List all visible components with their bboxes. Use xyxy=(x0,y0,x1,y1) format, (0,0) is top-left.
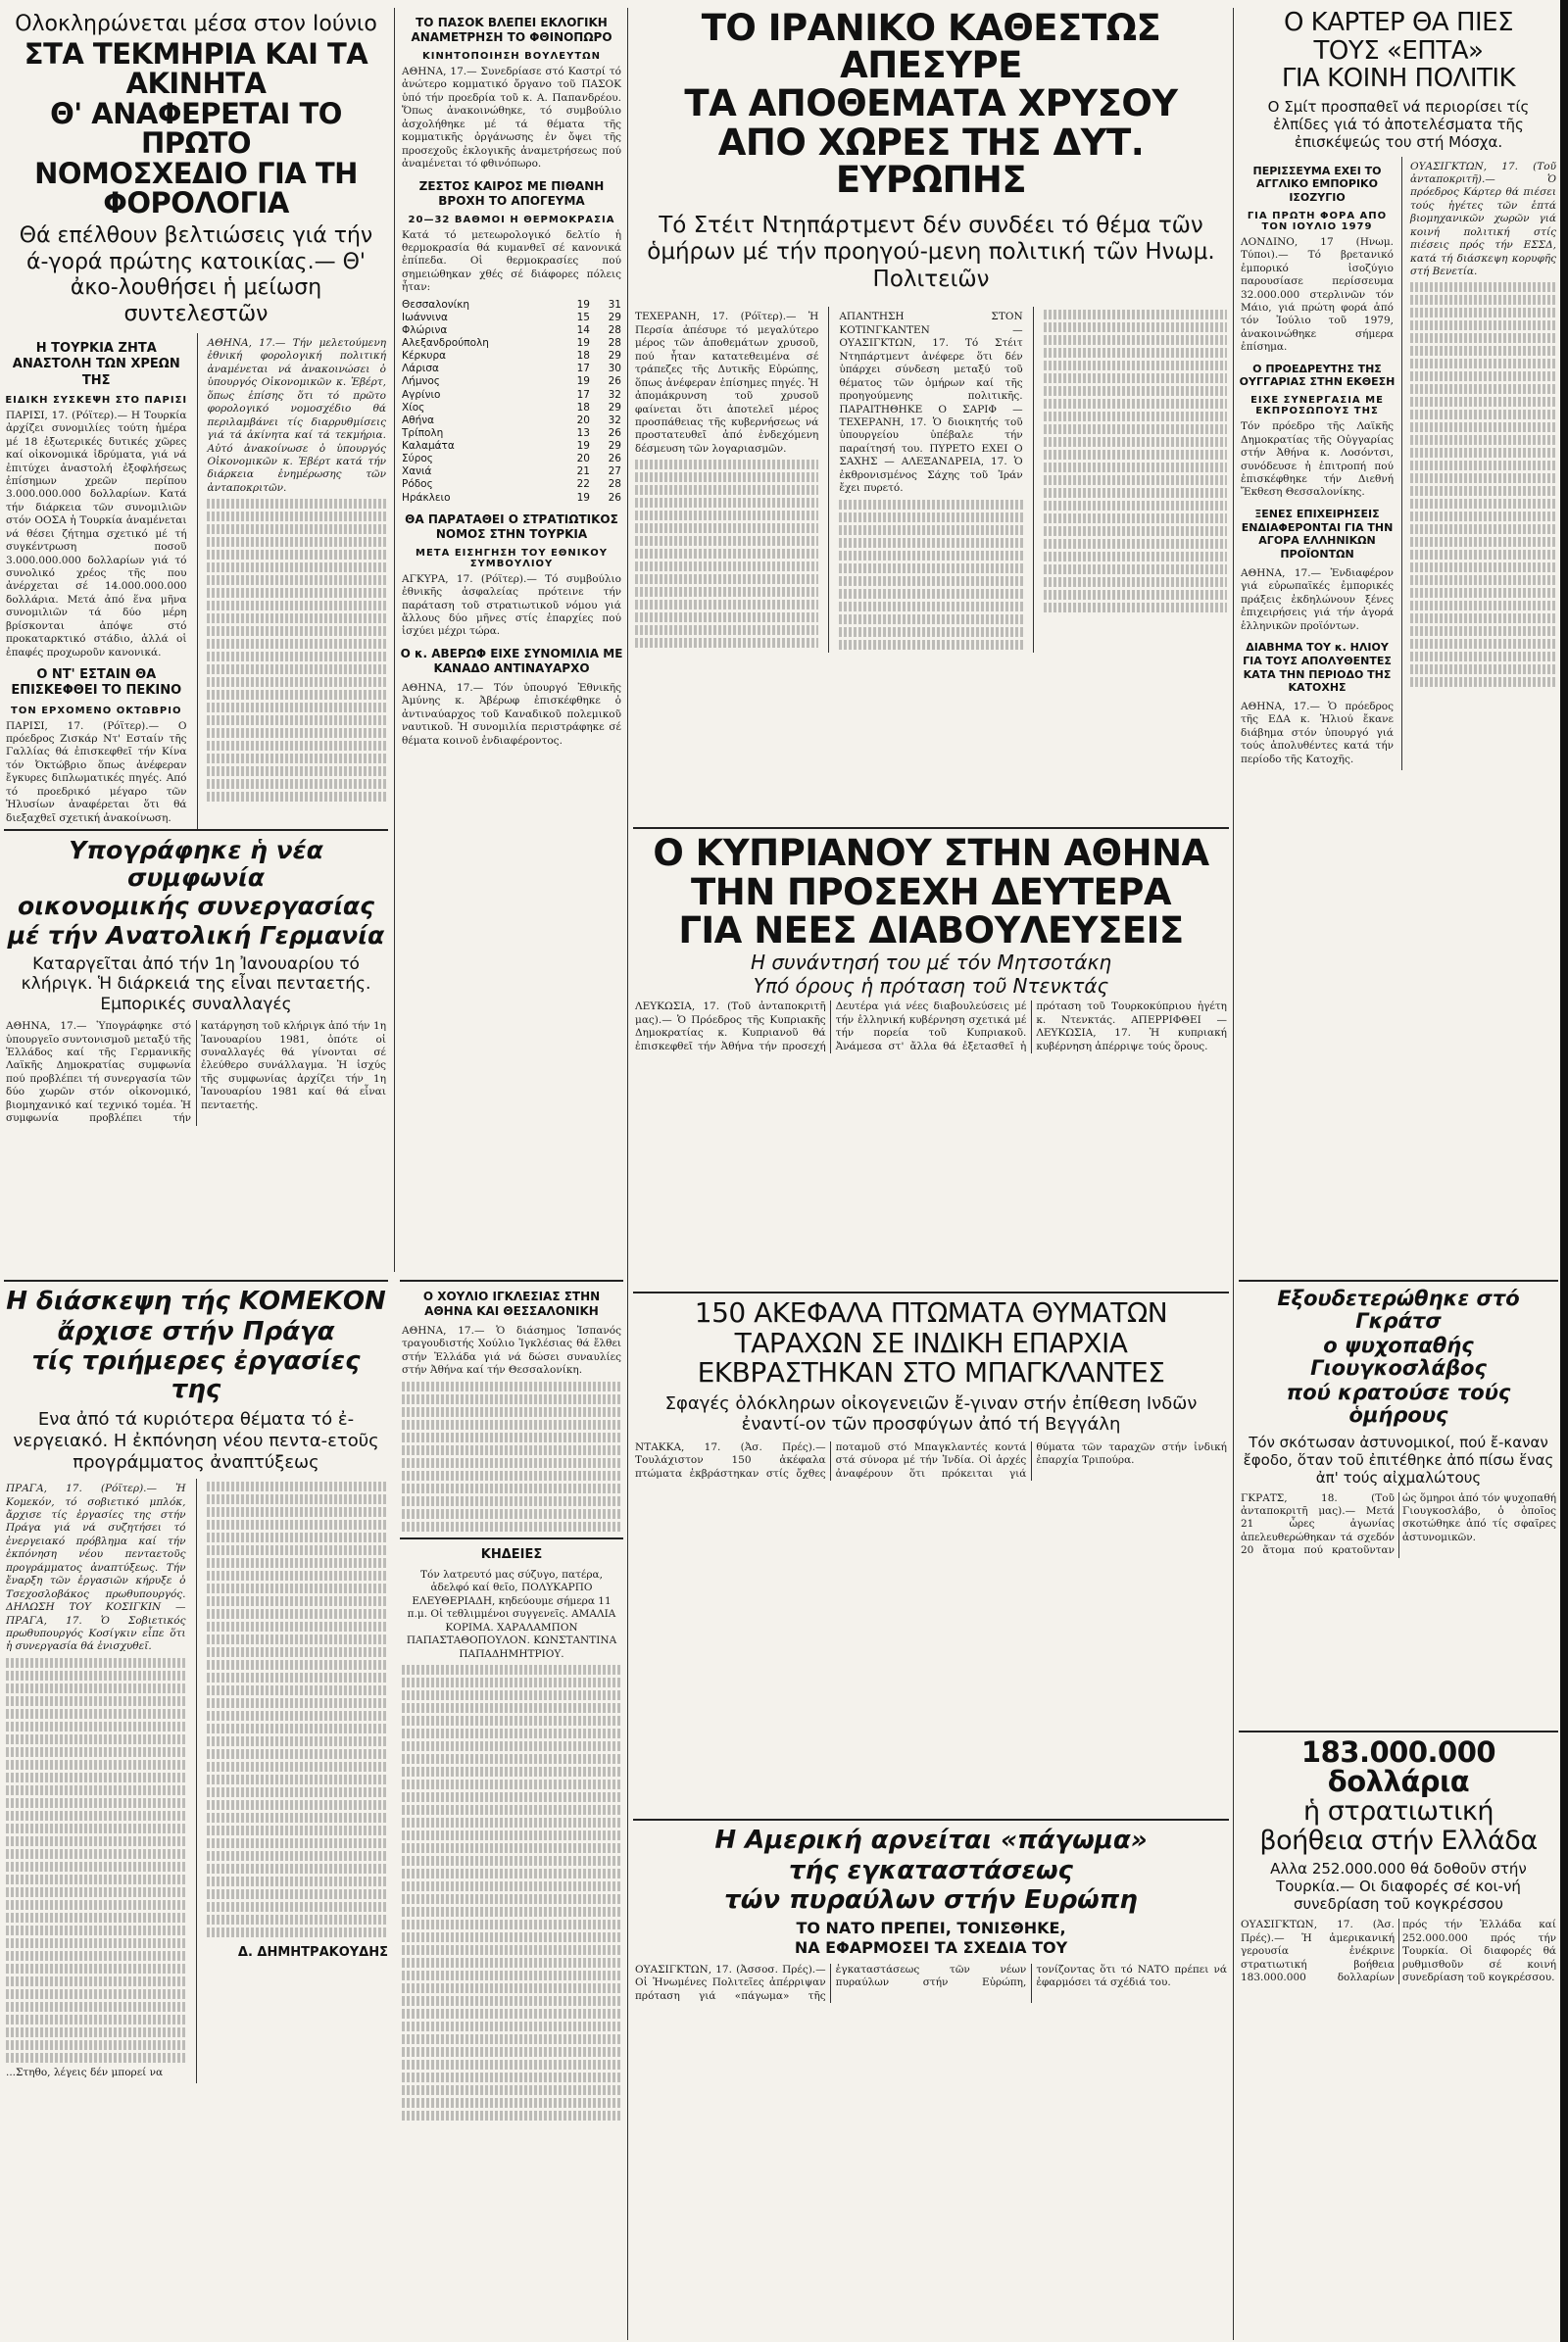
temperature-row xyxy=(400,375,623,388)
temperature-row xyxy=(400,299,623,312)
temperature-city: Φλώρινα xyxy=(402,323,448,336)
tax-headline-2: Θ' ΑΝΑΦΕΡΕΤΑΙ ΤΟ ΠΡΩΤΟ xyxy=(50,97,342,160)
temperature-row xyxy=(400,350,623,363)
temperature-city: Ηράκλειο xyxy=(402,491,451,504)
aid-body: ΟΥΑΣΙΓΚΤΩΝ, 17. (Ἀσ. Πρές).— Ἡ ἀμερικανική γερουσία ἐνέκρινε στρατιωτική βοήθεια 183.000.000 δολλαρίων πρός τήν Ἑλλάδα καί 252.000.000 πρός τήν Τουρκία. Οἱ διαφορές θά ρυθμισθοῦν σέ κοινή συνεδρίαση τοῦ κογκρέσσου. xyxy=(1241,1919,1556,1983)
iran-body: ΤΕΧΕΡΑΝΗ, 17. (Ρόϊτερ).— Ἡ Περσία ἀπέσυρε τό μεγαλύτερο μέρος τῶν ἀποθεμάτων χρυσοῦ, πού ἦταν κατατεθειμένα σέ τράπεζες τῆς Δυτικῆς Εὐρώπης, ὅπως ἀνέφεραν ἐπίσημες πηγές. Ἡ ἀπομάκρυνση τοῦ χρυσοῦ φαίνεται ὅτι ἀποτελεῖ μέρος προσπάθειας τῆς κυβερνήσεως νά προστατευθεῖ ἀπό ἐνδεχόμενη δέσμευση τῶν λογαριασμῶν. xyxy=(635,311,819,455)
pasok-subhead: ΚΙΝΗΤΟΠΟΙΗΣΗ ΒΟΥΛΕΥΤΩΝ xyxy=(421,51,602,62)
turkey-debt-subhead: ΕΙΔΙΚΗ ΣΥΣΚΕΨΗ ΣΤΟ ΠΑΡΙΣΙ xyxy=(5,394,188,406)
temperature-min: 18 xyxy=(576,350,590,363)
tax-kicker: Ολοκληρώνεται μέσα στον Ιούνιο xyxy=(15,12,377,36)
temperature-max: 26 xyxy=(608,426,621,439)
temperature-row xyxy=(400,415,623,427)
column-left xyxy=(4,8,388,831)
temperature-min: 19 xyxy=(576,440,590,453)
destaing-subhead: ΤΟΝ ΕΡΧΟΜΕΝΟ ΟΚΤΩΒΡΙΟ xyxy=(11,705,182,716)
temperature-min: 19 xyxy=(576,298,590,311)
uk-trade-headline: ΠΕΡΙΣΣΕΥΜΑ ΕΧΕΙ ΤΟ ΑΓΓΛΙΚΟ ΕΜΠΟΡΙΚΟ ΙΣΟΖΥΓΙΟ xyxy=(1252,164,1382,205)
military-aid-story xyxy=(1239,1725,1558,2332)
temperature-max: 28 xyxy=(608,337,621,350)
temperature-row xyxy=(400,324,623,337)
comecon-deck: Ενα ἀπό τά κυριότερα θέματα τό ἐ-νεργειακό. Η ἐκπόνηση νέου πεντα-ετοῦς προγράμματος ἀναπτύξεως xyxy=(13,1409,379,1473)
bengal-headline-2: ΤΑΡΑΧΩΝ ΣΕ ΙΝΔΙΚΗ ΕΠΑΡΧΙΑ xyxy=(734,1326,1128,1359)
carter-headline-2: ΤΟΥΣ «ΕΠΤΑ» xyxy=(1313,35,1484,66)
comecon-tail: ...Στηθο, λέγεις δέν μπορεί να xyxy=(6,2066,164,2078)
comecon-headline-1: Η διάσκεψη τής ΚΟΜΕΚΟΝ xyxy=(6,1287,386,1316)
cyprus-deck-2: Υπό όρους ἡ πρόταση τοῦ Ντενκτάς xyxy=(753,974,1109,999)
comecon-headline-2: ἄρχισε στήν Πράγα xyxy=(57,1316,335,1346)
temperature-min: 13 xyxy=(576,426,590,439)
cyprus-body: ΛΕΥΚΩΣΙΑ, 17. (Τοῦ ἀνταποκριτῆ μας).— Ὁ Πρόεδρος τῆς Κυπριακῆς Δημοκρατίας κ. Κυπριανοῦ θά ἐπισκεφθεῖ τήν Ἀθήνα τήν προσεχή Δευτέρα γιά νέες διαβουλεύσεις μέ τήν ἑλληνική κυβέρνηση σχετικά μέ τήν πορεία τοῦ Κυπριακοῦ. Ἀνάμεσα στ' ἄλλα θά ἐξετασθεῖ ἡ πρόταση τοῦ Τουρκοκύπριου ἡγέτη κ. Ντενκτάς. ΑΠΕΡΡΙΦΘΕΙ — ΛΕΥΚΩΣΙΑ, 17. Ἡ κυπριακή κυβέρνηση ἀπέρριψε τούς ὅρους. xyxy=(635,1000,1227,1052)
tax-body: ΑΘΗΝΑ, 17.— Τήν μελετούμενη ἐθνική φορολογική πολιτική ἀναμένεται νά ἀνακοινώσει ὁ ὑπουργός Οἰκονομικῶν κ. Ἐβέρτ, ὅπως ἐπίσης ὅτι τό πρῶτο φορολογικό νομοσχέδιο θά περιλαμβάνει τίς διαρρυθμίσεις γιά τά ἀκίνητα καί τά τεκμήρια. Αὐτό ἀνακοίνωσε ὁ ὑπουργός Οἰκονομικῶν κ. Ἐβέρτ κατά τήν διάρκεια ἐνημέρωσης τῶν ἀνταποκριτῶν. xyxy=(207,337,386,494)
bengal-deck: Σφαγές ὁλόκληρων οἰκογενειῶν ἔ-γιναν στήν ἐπίθεση Ινδῶν ἐναντί-ον τῶν προσφύγων ἀπό τή Βεγγάλη xyxy=(664,1392,1198,1436)
temperature-row xyxy=(400,465,623,478)
temperature-table xyxy=(400,299,623,505)
aid-deck: Αλλα 252.000.000 θά δοθοῦν στήν Τουρκία.— Οι διαφορές σέ κοι-νή συνεδρίαση τοῦ κογκρέσσου xyxy=(1270,1860,1527,1914)
east-germany-deck: Καταργεῖται ἀπό τήν 1η Ἰανουαρίου τό κλήριγκ. Ἡ διάρκειά της εἶναι πενταετής. Εμπορικές συναλλαγές xyxy=(21,954,371,1014)
temperature-row xyxy=(400,427,623,440)
temperature-row xyxy=(400,492,623,505)
uk-trade-subhead: ΓΙΑ ΠΡΩΤΗ ΦΟΡΑ ΑΠΟ ΤΟΝ ΙΟΥΛΙΟ 1979 xyxy=(1247,210,1388,232)
tax-headline-3: ΝΟΜΟΣΧΕΔΙΟ ΓΙΑ ΤΗ ΦΟΡΟΛΟΓΙΑ xyxy=(34,157,358,220)
temperature-min: 21 xyxy=(576,465,590,478)
temperature-max: 31 xyxy=(608,298,621,311)
foreign-firms-body: ΑΘΗΝΑ, 17.— Ἐνδιαφέρον γιά εὐρωπαϊκές ἐμπορικές πράξεις ἐκδηλώνουν ξένες ἐπιχειρήσεις γιά τήν ἀγορά ἑλληνικῶν προϊόντων. xyxy=(1241,566,1394,632)
funeral-notices-headline: ΚΗΔΕΙΕΣ xyxy=(480,1546,543,1562)
temperature-min: 19 xyxy=(576,491,590,504)
page-edge-shadow xyxy=(1560,0,1568,2342)
carter-headline-3: ΓΙΑ ΚΟΙΝΗ ΠΟΛΙΤΙΚ xyxy=(1281,64,1516,94)
temperature-city: Λήμνος xyxy=(402,375,440,388)
temperature-max: 29 xyxy=(608,440,621,453)
temperature-city: Λάρισα xyxy=(402,363,439,375)
iran-deck: Τό Στέιτ Ντηπάρτμεντ δέν συνδέει τό θέμα τῶν ὁμήρων μέ τήν προηγού-μενη πολιτική τῶν Ηνωμ. Πολιτειῶν xyxy=(647,212,1215,292)
temperature-max: 32 xyxy=(608,388,621,401)
bengal-headline-3: ΕΚΒΡΑΣΤΗΚΑΝ ΣΤΟ ΜΠΑΓΚΛΑΝΤΕΣ xyxy=(697,1356,1165,1390)
temperature-max: 32 xyxy=(608,414,621,426)
temperature-city: Κέρκυρα xyxy=(402,350,447,363)
cyprus-headline-1: Ο ΚΥΠΡΙΑΝΟΥ ΣΤΗΝ ΑΘΗΝΑ xyxy=(653,832,1209,874)
temperature-min: 14 xyxy=(576,323,590,336)
temperature-min: 19 xyxy=(576,375,590,388)
comecon-headline-3: τίς τριήμερες ἐργασίες της xyxy=(31,1346,361,1404)
funeral-notices-body: Τόν λατρευτό μας σύζυγο, πατέρα, ἀδελφό καί θεῖο, ΠΟΛΥΚΑΡΠΟ ΕΛΕΥΘΕΡΙΑΔΗ, κηδεύουμε σήμερα 11 π.μ. Οἱ τεθλιμμένοι συγγενεῖς. ΑΜΑΛΙΑ ΚΟΡΙΜΑ. ΧΑΡΑΛΑΜΠΟΝ ΠΑΠΑΣΤΑΘΟΠΟΥΛΟΝ. ΚΩΝΣΤΑΝΤΙΝΑ ΠΑΠΑΔΗΜΗΤΡΙΟΥ. xyxy=(406,1569,617,1660)
nato-subhead-2: ΝΑ ΕΦΑΡΜΟΣΕΙ ΤΑ ΣΧΕΔΙΑ ΤΟΥ xyxy=(794,1937,1068,1957)
carter-deck: Ο Σμίτ προσπαθεῖ νά περιορίσει τίς ἐλπίδες γιά τό ἀποτελέσματα τῆς ἐπισκέψεώς του στή Μόσχα. xyxy=(1267,97,1530,151)
aid-headline-3: βοήθεια στήν Ελλάδα xyxy=(1259,1825,1538,1856)
iran-headline-3: ΑΠΟ ΧΩΡΕΣ ΤΗΣ ΔΥΤ. ΕΥΡΩΠΗΣ xyxy=(717,122,1145,201)
comecon-story xyxy=(4,1274,388,2332)
temperature-city: Χανιά xyxy=(402,465,432,478)
temperature-city: Θεσσαλονίκη xyxy=(402,298,470,311)
aid-headline-2: ἡ στρατιωτική xyxy=(1303,1796,1494,1828)
temperature-row xyxy=(400,363,623,375)
iran-headline-2: ΤΑ ΑΠΟΘΕΜΑΤΑ ΧΡΥΣΟΥ xyxy=(684,82,1178,125)
temperature-min: 20 xyxy=(576,453,590,465)
averof-body: ΑΘΗΝΑ, 17.— Τόν ὑπουργό Ἐθνικῆς Ἀμύνης κ. Ἀβέρωφ ἐπισκέφθηκε ὁ ἀντιναύαρχος τοῦ Καναδικοῦ πολεμικοῦ ναυτικοῦ. Ἡ συνομιλία περιστράφηκε σέ θέματα κοινοῦ ἐνδιαφέροντος. xyxy=(402,681,621,747)
comecon-body: ΠΡΑΓΑ, 17. (Ρόϊτερ).— Ἡ Κομεκόν, τό σοβιετικό μπλόκ, ἄρχισε τίς ἐργασίες της στήν Πράγα γιά νά συζητήσει τό ἐνεργειακό πρόβλημα καί τήν ἐκπόνηση νέου πενταετοῦς προγράμματος ἀναπτύξεως. Τήν ἔναρξη τῶν ἐργασιῶν κήρυξε ὁ Τσεχοσλοβάκος πρωθυπουργός. ΔΗΛΩΣΗ ΤΟΥ ΚΟΣΙΓΚΙΝ — ΠΡΑΓΑ, 17. Ὁ Σοβιετικός πρωθυπουργός Κοσίγκιν εἶπε ὅτι ἡ συνεργασία θά ἐνισχυθεῖ. xyxy=(6,1483,186,1653)
column-second-lower xyxy=(400,1274,623,2332)
uk-trade-body: ΛΟΝΔΙΝΟ, 17 (Ηνωμ. Τύποι).— Τό βρετανικό ἐμπορικό ἰσοζύγιο παρουσίασε περίσσευμα 32.000.000 στερλινῶν τόν Μάιο, γιά πρώτη φορά ἀπό τόν Ἰούλιο τοῦ 1979, ἀνακοινώθηκε σήμερα ἐπίσημα. xyxy=(1241,235,1394,354)
cyprus-headline-2: ΤΗΝ ΠΡΟΣΕΧΗ ΔΕΥΤΕΡΑ xyxy=(691,870,1171,913)
temperature-min: 20 xyxy=(576,414,590,426)
turkey-debt-story xyxy=(4,333,189,829)
graz-story xyxy=(1239,1274,1558,1715)
graz-deck: Τόν σκότωσαν ἀστυνομικοί, πού ἔ-καναν ἔφοδο, ὅταν τοῦ ἐπιτέθηκε ἀπό πίσω ἕνας ἀπ' τούς αἰχμαλώτους xyxy=(1243,1433,1554,1487)
east-germany-headline-3: μέ τήν Ανατολική Γερμανία xyxy=(7,920,385,950)
aid-headline-1: 183.000.000 δολλάρια xyxy=(1300,1735,1496,1798)
graz-headline-3: πού κρατούσε τούς ὁμήρους xyxy=(1286,1381,1511,1428)
temperature-city: Αλεξανδρούπολη xyxy=(402,337,489,350)
temperature-city: Αγρίνιο xyxy=(402,388,441,401)
ilio-headline: ΔΙΑΒΗΜΑ ΤΟΥ κ. ΗΛΙΟΥ ΓΙΑ ΤΟΥΣ ΑΠΟΛΥΘΕΝΤΕΣ ΚΑΤΑ ΤΗΝ ΠΕΡΙΟΔΟ ΤΗΣ ΚΑΤΟΧΗΣ xyxy=(1243,641,1392,695)
temperature-max: 26 xyxy=(608,375,621,388)
nato-subhead-1: ΤΟ ΝΑΤΟ ΠΡΕΠΕΙ, ΤΟΝΙΣΘΗΚΕ, xyxy=(796,1918,1066,1937)
temperature-max: 28 xyxy=(608,478,621,491)
ilio-body: ΑΘΗΝΑ, 17.— Ὁ πρόεδρος τῆς ΕΔΑ κ. Ἠλιού ἔκανε διάβημα στόν ὑπουργό γιά τούς ἀπολυθέντες κατά τήν περίοδο τῆς Κατοχῆς. xyxy=(1241,701,1394,765)
east-germany-headline-1: Υπογράφηκε ἡ νέα συμφωνία xyxy=(69,836,323,892)
averof-headline: Ο κ. ΑΒΕΡΩΦ ΕΙΧΕ ΣΥΝΟΜΙΛΙΑ ΜΕ ΚΑΝΑΔΟ ΑΝΤΙΝΑΥΑΡΧΟ xyxy=(400,646,623,675)
turkey-debt-body: ΠΑΡΙΣΙ, 17. (Ρόϊτερ).— Η Τουρκία ἀρχίζει συνομιλίες τούτη ἡμέρα μέ 18 ἐξωτερικές δυτικές χῶρες καί οἰκονομικά ἱδρύματα, γιά νά ἐπιτύχει ἀναστολή ἐξοφλήσεως ἐπίσημων χρεῶν περίπου 3.000.000.000 δολλαρίων. Κατά τήν διάρκεια τῶν συνομιλιῶν στόν ΟΟΣΑ ἡ Τουρκία ἀναμένεται νά θέσει ζήτημα σχετικό μέ τή συγκέντρωση ποσοῦ 3.000.000.000 δολλαρίων γιά τό συνολικό χρέος τῆς που ἀνέρχεται σέ 14.000.000.000 δολλάρια. Μετά ἀπό ἕνα μῆνα συνομιλιῶν τά δύο μέρη βρίσκονται ἀπόψε στό προκαταρκτικό στάδιο, ἀλλά οἱ ἐπαφές προχωροῦν κανονικά. xyxy=(6,409,187,659)
temperature-row xyxy=(400,389,623,402)
column-center xyxy=(633,8,1229,831)
bengal-story xyxy=(633,1286,1229,1805)
turkey-debt-headline: Η ΤΟΥΡΚΙΑ ΖΗΤΑ ΑΝΑΣΤΟΛΗ ΤΩΝ ΧΡΕΩΝ ΤΗΣ xyxy=(12,341,180,388)
temperature-city: Σύρος xyxy=(402,453,433,465)
temperature-min: 17 xyxy=(576,363,590,375)
nato-headline-2: τής εγκαταστάσεως xyxy=(789,1855,1073,1885)
hungary-headline: Ο ΠΡΟΕΔΡΕΥΤΗΣ ΤΗΣ ΟΥΓΓΑΡΙΑΣ ΣΤΗΝ ΕΚΘΕΣΗ xyxy=(1239,362,1396,389)
bengal-headline-1: 150 ΑΚΕΦΑΛΑ ΠΤΩΜΑΤΑ ΘΥΜΑΤΩΝ xyxy=(694,1296,1168,1329)
temperature-city: Ιωάννινα xyxy=(402,311,448,323)
pasok-body: ΑΘΗΝΑ, 17.— Συνεδρίασε στό Καστρί τό ἀνώτερο κομματικό ὄργανο τοῦ ΠΑΣΟΚ ὑπό τήν προεδρία τοῦ κ. Α. Παπανδρέου. Ὅπως ἀνακοινώθηκε, τό συμβούλιο ἀσχολήθηκε μέ τά θέματα τῆς κομματικῆς ὀργάνωσης ἐν ὄψει τῆς προσεχοῦς ἐκλογικῆς ἀναμετρήσεως πού ἀναμένεται τό φθινόπωρο. xyxy=(402,66,621,171)
graz-body: ΓΚΡΑΤΣ, 18. (Τοῦ ἀνταποκριτῆ μας).— Μετά 21 ὧρες ἀγωνίας ἀπελευθερώθηκαν τά σχεδόν 20 ἄτομα πού κρατοῦνταν ὡς ὅμηροι ἀπό τόν ψυχοπαθή Γιουγκοσλάβο, ὁ ὁποῖος σκοτώθηκε ἀπό τίς σφαῖρες ἀστυνομικῶν. xyxy=(1241,1491,1556,1557)
weather-subhead: 20—32 ΒΑΘΜΟΙ Η ΘΕΡΜΟΚΡΑΣΙΑ xyxy=(408,214,615,225)
temperature-max: 28 xyxy=(608,323,621,336)
nato-story xyxy=(633,1813,1229,2332)
temperature-min: 22 xyxy=(576,478,590,491)
temperature-row xyxy=(400,453,623,465)
temperature-max: 30 xyxy=(608,363,621,375)
graz-headline-2: ο ψυχοπαθής Γιουγκοσλάβος xyxy=(1310,1334,1487,1381)
temperature-city: Χίος xyxy=(402,401,425,414)
carter-body: ΟΥΑΣΙΓΚΤΩΝ, 17. (Τοῦ ἀνταποκριτῆ).— Ὁ πρόεδρος Κάρτερ θά πιέσει τούς ἡγέτες τῶν ἑπτά βιομηχανικῶν χωρῶν γιά κοινή πολιτική στίς πιέσεις πρός τήν ΕΣΣΔ, κατά τή διάσκεψη κορυφῆς στή Βενετία. xyxy=(1410,160,1556,278)
temperature-max: 26 xyxy=(608,453,621,465)
temperature-min: 19 xyxy=(576,337,590,350)
temperature-max: 29 xyxy=(608,311,621,323)
pasok-headline: ΤΟ ΠΑΣΟΚ ΒΛΕΠΕΙ ΕΚΛΟΓΙΚΗ ΑΝΑΜΕΤΡΗΣΗ ΤΟ ΦΘΙΝΟΠΩΡΟ xyxy=(411,16,612,44)
east-germany-body: ΑΘΗΝΑ, 17.— Ὑπογράφηκε στό ὑπουργεῖο συντονισμοῦ μεταξύ τῆς Ἑλλάδος καί τῆς Γερμανικῆς Λαϊκῆς Δημοκρατίας συμφωνία πού προβλέπει τή συνεργασία τῶν δύο χωρῶν στόν οἰκονομικό, βιομηχανικό καί τεχνικό τομέα. Ἡ συμφωνία προβλέπει τήν κατάργηση τοῦ κλήριγκ ἀπό τήν 1η Ἰανουαρίου 1981, ὁπότε οἱ συναλλαγές θά γίνονται σέ ἐλεύθερο συνάλλαγμα. Ἡ ἰσχύς τῆς συμφωνίας ἀρχίζει τήν 1η Ἰανουαρίου 1981 καί θά εἶναι πενταετής. xyxy=(6,1020,386,1125)
temperature-city: Καλαμάτα xyxy=(402,440,455,453)
temperature-city: Αθήνα xyxy=(402,414,435,426)
foreign-firms-headline: ΞΕΝΕΣ ΕΠΙΧΕΙΡΗΣΕΙΣ ΕΝΔΙΑΦΕΡΟΝΤΑΙ ΓΙΑ ΤΗΝ ΑΓΟΡΑ ΕΛΛΗΝΙΚΩΝ ΠΡΟΪΟΝΤΩΝ xyxy=(1241,507,1394,561)
comecon-byline: Δ. ΔΗΜΗΤΡΑΚΟΥΔΗΣ xyxy=(237,1945,388,1961)
hungary-body: Τόν πρόεδρο τῆς Λαϊκῆς Δημοκρατίας τῆς Οὐγγαρίας στήν Ἀθήνα κ. Λοσόντσι, συνόδευσε ἡ ἐπιτροπή πού ἐπισκέφθηκε τήν Διεθνή Ἔκθεση Θεσσαλονίκης. xyxy=(1241,420,1394,499)
temperature-min: 18 xyxy=(576,401,590,414)
east-germany-story xyxy=(4,823,388,1264)
iglesias-body: ΑΘΗΝΑ, 17.— Ὁ διάσημος Ἱσπανός τραγουδιστής Χούλιο Ἰγκλέσιας θά ἔλθει στήν Ἑλλάδα γιά νά δώσει συναυλίες στήν Ἀθήνα καί τήν Θεσσαλονίκη. xyxy=(402,1325,621,1377)
destaing-headline: Ο ΝΤ' ΕΣΤΑΙΝ ΘΑ ΕΠΙΣΚΕΦΘΕΙ ΤΟ ΠΕΚΙΝΟ xyxy=(11,667,182,699)
east-germany-headline-2: οικονομικής συνεργασίας xyxy=(18,892,374,920)
nato-body: ΟΥΑΣΙΓΚΤΩΝ, 17. (Ἀσσοσ. Πρές).— Οἱ Ἡνωμένες Πολιτεῖες ἀπέρριψαν πρόταση γιά «πάγωμα» τῆς ἐγκαταστάσεως τῶν νέων πυραύλων στήν Εὐρώπη, τονίζοντας ὅτι τό ΝΑΤΟ πρέπει νά ἐφαρμόσει τά σχέδιά του. xyxy=(635,1963,1227,2002)
bengal-body: ΝΤΑΚΚΑ, 17. (Ἀσ. Πρές).— Τουλάχιστον 150 ἀκέφαλα πτώματα ἐκβράστηκαν στίς ὄχθες ποταμοῦ στό Μπαγκλαντές κοντά στά σύνορα μέ τήν Ἰνδία. Οἱ ἀρχές ἀναφέρουν ὅτι πρόκειται γιά θύματα τῶν ταραχῶν στήν ἰνδική ἐπαρχία Τριπούρα. xyxy=(635,1440,1227,1480)
temperature-min: 15 xyxy=(576,311,590,323)
temperature-row xyxy=(400,440,623,453)
temperature-city: Ρόδος xyxy=(402,478,433,491)
weather-headline: ΖΕΣΤΟΣ ΚΑΙΡΟΣ ΜΕ ΠΙΘΑΝΗ ΒΡΟΧΗ ΤΟ ΑΠΟΓΕΥΜΑ xyxy=(418,178,605,208)
nato-headline-1: Η Αμερική αρνείται «πάγωμα» xyxy=(714,1826,1148,1855)
graz-headline-1: Εξουδετερώθηκε στό Γκράτσ xyxy=(1277,1287,1520,1334)
temperature-max: 29 xyxy=(608,401,621,414)
carter-headline-1: Ο ΚΑΡΤΕΡ ΘΑ ΠΙΕΣ xyxy=(1283,8,1514,37)
hungary-subhead: ΕΙΧΕ ΣΥΝΕΡΓΑΣΙΑ ΜΕ ΕΚΠΡΟΣΩΠΟΥΣ ΤΗΣ xyxy=(1250,395,1384,417)
iran-headline-1: ΤΟ ΙΡΑΝΙΚΟ ΚΑΘΕΣΤΩΣ ΑΠΕΣΥΡΕ xyxy=(701,8,1161,86)
temperature-max: 29 xyxy=(608,350,621,363)
temperature-row xyxy=(400,337,623,350)
cyprus-headline-3: ΓΙΑ ΝΕΕΣ ΔΙΑΒΟΥΛΕΥΣΕΙΣ xyxy=(678,909,1184,952)
temperature-max: 27 xyxy=(608,465,621,478)
temperature-row xyxy=(400,478,623,491)
tax-headline-1: ΣΤΑ ΤΕΚΜΗΡΙΑ ΚΑΙ ΤΑ ΑΚΙΝΗΤΑ xyxy=(24,37,368,100)
martial-law-headline: ΘΑ ΠΑΡΑΤΑΘΕΙ Ο ΣΤΡΑΤΙΩΤΙΚΟΣ ΝΟΜΟΣ ΣΤΗΝ ΤΟΥΡΚΙΑ xyxy=(405,512,618,541)
weather-body: Κατά τό μετεωρολογικό δελτίο ἡ θερμοκρασία θά κυμανθεῖ σέ κανονικά ἐπίπεδα. Οἱ θερμοκρασίες πού σημειώθηκαν χθές σέ διάφορες πόλεις ἦταν: xyxy=(402,228,621,294)
column-second xyxy=(400,8,623,1272)
temperature-max: 26 xyxy=(608,491,621,504)
martial-law-body: ΑΓΚΥΡΑ, 17. (Ρόϊτερ).— Τό συμβούλιο ἐθνικῆς ἀσφαλείας πρότεινε τήν παράταση τοῦ στρατιωτικοῦ νόμου γιά ἄλλους δύο μῆνες στίς ἐπαρχίες πού ἰσχύει μέχρι τώρα. xyxy=(402,572,621,638)
cyprus-story xyxy=(633,821,1229,1282)
iglesias-headline: Ο ΧΟΥΛΙΟ ΙΓΚΛΕΣΙΑΣ ΣΤΗΝ ΑΘΗΝΑ ΚΑΙ ΘΕΣΣΑΛΟΝΙΚΗ xyxy=(422,1290,601,1318)
column-right xyxy=(1239,8,1558,1282)
temperature-row xyxy=(400,402,623,415)
temperature-row xyxy=(400,312,623,324)
temperature-min: 17 xyxy=(576,388,590,401)
nato-headline-3: τών πυραύλων στήν Ευρώπη xyxy=(724,1885,1138,1916)
tax-deck: Θά επέλθουν βελτιώσεις γιά τήν ά-γορά πρώτης κατοικίας.— Θ' ἀκο-λουθήσει ἡ μείωση συντελεστῶν xyxy=(19,223,373,326)
cyprus-deck-1: Η συνάντησή του μέ τόν Μητσοτάκη xyxy=(750,951,1112,975)
martial-law-subhead: ΜΕΤΑ ΕΙΣΗΓΗΣΗ ΤΟΥ ΕΘΝΙΚΟΥ ΣΥΜΒΟΥΛΙΟΥ xyxy=(416,547,608,569)
temperature-city: Τρίπολη xyxy=(402,426,444,439)
destaing-body: ΠΑΡΙΣΙ, 17. (Ρόϊτερ).— Ο πρόεδρος Ζισκάρ Ντ' Εσταίν τῆς Γαλλίας θά ἐπισκεφθεῖ τήν Κίνα τόν Ὀκτώβριο ὅπως ἀνέφεραν ἔγκυρες διπλωματικές πηγές. Από τό προεδρικό μέγαρο τῶν Ἠλυσίων ἀναφέρεται ὅτι θά διεξαχθεῖ σχετική ἀνακοίνωση. xyxy=(6,719,187,824)
iran-body-continued: ΑΠΑΝΤΗΣΗ ΣΤΟΝ ΚΟΤΙΝΓΚΑΝΤΕΝ — ΟΥΑΣΙΓΚΤΩΝ, 17. Τό Στέιτ Ντηπάρτμεντ ἀνέφερε ὅτι δέν ὑπάρχει σύνδεση μεταξύ τοῦ θέματος τῶν ὁμήρων καί τῆς προηγούμενης πολιτικῆς. ΠΑΡΑΙΤΗΘΗΚΕ Ο ΣΑΡΙΦ — ΤΕΧΕΡΑΝΗ, 17. Ὁ διοικητής τοῦ ὑπουργείου ὑπέβαλε τήν παραίτησή του. ΠΥΡΕΤΟ ΕΧΕΙ Ο ΣΑΧΗΣ — ΑΛΕΞΑΝΔΡΕΙΑ, 17. Ὁ ἐκθρονισμένος Σάχης τοῦ Ἰράν ἔχει πυρετό. xyxy=(839,311,1023,495)
